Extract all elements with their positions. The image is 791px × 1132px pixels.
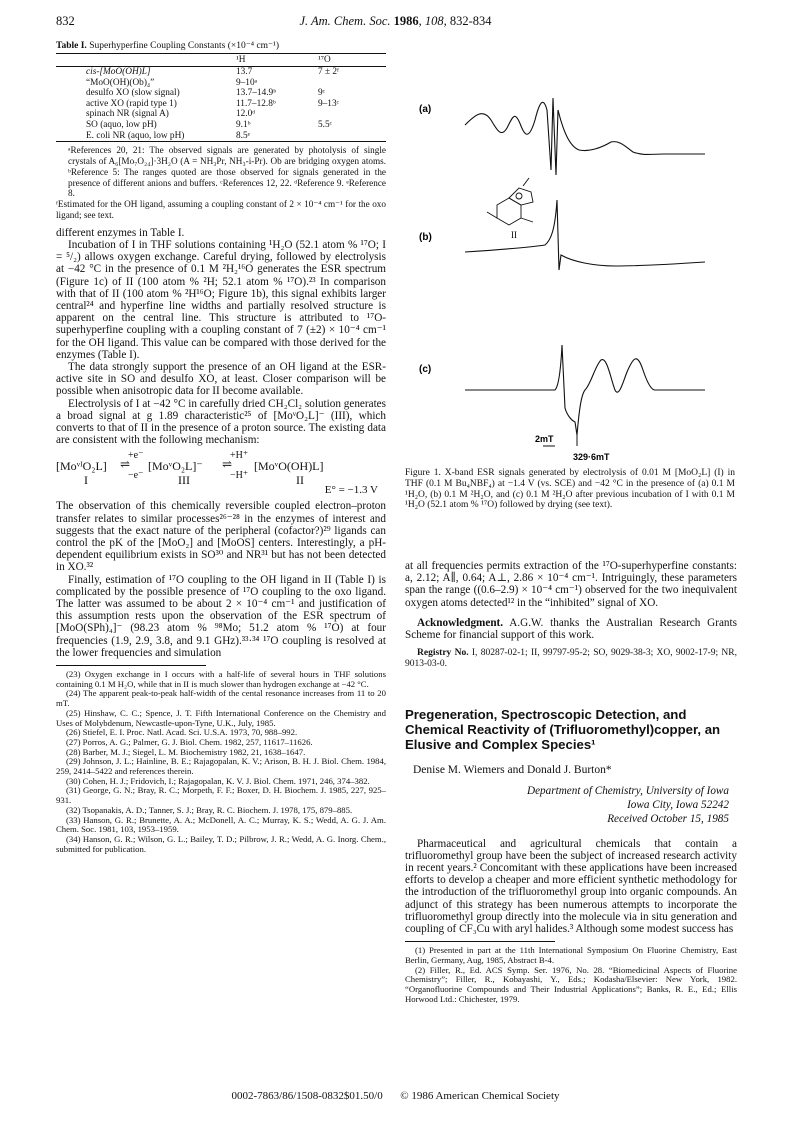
affil-city: Iowa City, Iowa 52242 [627,798,729,811]
footnote: (30) Cohen, H. J.; Fridovich, I.; Rajagopalan, K. V. J. Biol. Chem. 1971, 246, 374–382. [66,775,370,786]
row-o: 9ᶜ [318,88,326,99]
spectrum-label-b: (b) [419,232,432,243]
mech-equilibrium-arrow-2: ⇌ [222,457,233,472]
table-header-o: ¹⁷O [318,54,386,67]
footnote: (33) Hanson, G. R.; Brunette, A. A.; McDonell, A. C.; Murray, K. S.; Wedd, A. G. J. Am. Chem. Soc. 1981, 103, 1953–1959. [56,814,386,835]
mech-arrow-bottom-2: −H⁺ [230,470,249,482]
row-name: active XO (rapid type 1) [86,98,177,109]
footnote: (28) Barber, M. J.; Siegel, L. M. Biochemistry 1982, 21, 1638–1647. [66,746,306,757]
mech-arrow-top-2: +H⁺ [230,450,249,462]
received-date: Received October 15, 1985 [607,812,729,825]
table-label: Table I. [56,41,87,51]
table-row [56,131,386,142]
table-note-a: ᵃReferences 20, 21: The observed signals are generated by photolysis of single crystals of A₆[Mo₇O₂₄]·3H₂O (A = NH₃Pr, NH₃-i-Pr). Ob are bridging oxygen atoms. ᵇReference 5: The ranges quoted are those observed for signals generated in the presence of different anions and buffers. ᶜReferences 12, 22. ᵈReference 9. ᵉReference 8. [68,145,386,199]
row-h: 12.0ᵈ [236,109,256,120]
spectrum-label-a: (a) [419,104,432,115]
row-o [318,109,386,120]
right-column [405,560,737,1004]
row-o: 5.5ᶜ [318,119,332,130]
right-footnotes [405,946,737,1004]
footnote: (2) Filler, R., Ed. ACS Symp. Ser. 1976, No. 28. “Biomedicinal Aspects of Fluorine Chemistry”; Filler, R., Kobayashi, Y., Eds.; Kodasha/Elsevier: New York, 1982. “Organofluorine Compounds and Their Industrial Applications”; Banks, R. E., Ed.; Ellis Horwood Ltd.: Chichester, 1979. [405,964,737,1004]
footnote: (32) Tsopanakis, A. D.; Tanner, S. J.; Bray, R. C. Biochem. J. 1978, 175, 879–885. [66,804,353,815]
row-name: spinach NR (signal A) [86,109,169,120]
row-name: “MoO(OH)(Ob)₄” [86,77,155,88]
mech-species-3: [MoᵛO(OH)L] [254,459,324,474]
table-row [56,88,386,99]
table-header-blank [56,54,236,67]
left-column [56,40,386,854]
paragraph: Pharmaceutical and agricultural chemicals that contain a trifluoromethyl group have been the subject of increased research activity in recent years.² Concomitant with these applications have been increased efforts to develop a cheaper and more efficient synthetic methodology for the introduction of the trifluoromethyl group into organic compounds. An adjunct of this strategy has been numerous attempts to incorporate the trifluoromethyl group directly into the molecule via in situ generation and coupling of CF₃Cu with aryl halides.³ Although some modest success has [405,837,737,936]
footnote: (31) George, G. N.; Bray, R. C.; Morpeth, F. F.; Boxer, D. H. Biochem. J. 1985, 227, 925–931. [56,785,386,806]
mech-species-1: [MoᵛᴵO₂L] [56,459,107,474]
footnote-rule [405,941,555,942]
journal-volume: 108 [424,14,444,28]
paragraph: different enzymes in Table I. [56,226,185,239]
paragraph: The observation of this chemically reversible coupled electron–proton transfer relates to similar processes²⁶⁻²⁸ in the enzymes of interest and suggests that the exact nature of the peripheral (cofactor?)²⁹ ligands can control the pK of the [MoO₂] and [MoOS] centers. Interestingly, a pH-dependent equilibrium exists in SO³⁰ and NR³¹ but has not been detected in XO.³² [56,500,386,574]
footnote: (25) Hinshaw, C. C.; Spence, J. T. Fifth International Conference on the Chemistry and Uses of Molybdenum, Newcastle-upon-Tyne, U.K., July, 1985. [56,707,386,728]
table-row [56,120,386,131]
coupling-constants-table [56,53,386,142]
paragraph: Incubation of I in THF solutions containing ¹H₂O (52.1 atom % ¹⁷O; I = ⁵/₂) allows oxygen exchange. Careful drying, followed by electrolysis at −42 °C in the presence of 0.1 M ²H₂¹⁶O generates the ESR spectrum (Figure 1c) of II (100 atom % ²H; 52.1 atom % ¹⁷O).²³ In comparison with that of II (100 atom % ²H¹⁶O; Figure 1b), this signal exhibits larger central²⁴ and hyperfine line widths and partially resolved structure is apparent on the central line. This structure is attributed to ¹⁷O-superhyperfine coupling with a coupling constant of 7 (±2) × 10⁻⁴ cm⁻¹ for the OH ligand. This value can be compared with those derived for the enzymes (Table I). [56,238,386,361]
row-o [318,78,386,89]
row-h: 8.5ᵉ [236,131,318,142]
table-caption: Superhyperfine Coupling Constants (×10⁻⁴ cm⁻¹) [89,41,280,51]
row-o: 7 ± 2ᶠ [318,67,339,77]
paragraph: Finally, estimation of ¹⁷O coupling to the OH ligand in II (Table I) is complicated by the possible presence of ¹⁷O coupling to the oxo ligand. The latter was assumed to be about 2 × 10⁻⁴ cm⁻¹ and justification of this assumption rests upon the observation of the ESR spectrum of [MoO(SPh)₄]⁻ (98.23 atom % ⁹⁸Mo; 51.2 atom % ¹⁷O) at four frequencies (1.9, 2.9, 3.8, and 9.1 GHz).³³·³⁴ ¹⁷O coupling is resolved at the lower frequencies and simulation [56,573,386,659]
mech-equilibrium-arrow-1: ⇌ [120,457,131,472]
footnote: (27) Porros, A. G.; Palmer, G. J. Biol. Chem. 1982, 257, 11617–11626. [66,736,313,747]
table-note-f: ᶠEstimated for the OH ligand, assuming a coupling constant of 2 × 10⁻⁴ cm⁻¹ for the oxo ligand; see text. [56,199,386,220]
spectrum-trace-c [465,345,705,435]
registry-text: I, 80287-02-1; II, 99797-95-2; SO, 9029-38-3; XO, 9002-17-9; NR, 9013-03-0. [405,648,738,670]
journal-pages: 832-834 [449,14,492,28]
field-label: 329·6mT [573,452,610,462]
scale-label: 2mT [535,434,554,444]
footnote: (1) Presented in part at the 11th International Symposium On Fluorine Chemistry, East Berlin, Germany, Aug, 1985, Abstract B-4. [405,945,737,965]
journal-name: J. Am. Chem. Soc. [299,14,391,28]
article-2-authors: Denise M. Wiemers and Donald J. Burton* [413,763,612,776]
registry-numbers [405,648,737,670]
footnote-rule [56,665,206,666]
footnote: (23) Oxygen exchange in I occurs with a half-life of several hours in THF solutions containing 0.1 M H₂O, while that in II is much slower than hydrogen exchange at −42 °C. [56,669,386,689]
journal-year: 1986 [393,14,419,28]
mechanism-scheme [56,450,386,498]
row-o [318,131,386,142]
registry-head: Registry No. [417,648,469,659]
affil-dept: Department of Chemistry, University of Iowa [527,784,729,797]
article-2 [405,707,737,1005]
structure-II-drawing [487,178,533,225]
row-h: 11.7–12.8ᵇ [236,98,276,109]
table-row [56,67,386,78]
page-footer [0,1090,791,1102]
mech-species-2: [MoᵛO₂L]⁻ [148,459,203,474]
table-footnotes [56,145,386,221]
footer-code: 0002-7863/86/1508-0832$01.50/0 [231,1090,383,1102]
journal-citation: J. Am. Chem. Soc. 1986, 108, 832-834 [299,14,492,28]
table-header-h: ¹H [236,54,318,67]
mech-label-1: I [84,473,88,488]
footnote: (29) Johnson, J. L.; Hainline, B. E.; Rajagopalan, K. V.; Arison, B. H. J. Biol. Chem. 1984, 259, 2414–5422 and references therein. [56,756,386,777]
paragraph: at all frequencies permits extraction of the ¹⁷O-superhyperfine constants: a, 2.12; A∥, 0.64; A⊥, 2.86 × 10⁻⁴ cm⁻¹. Intriguingly, these parameters span the range ((0.6–2.9) × 10⁻⁴ cm⁻¹) observed for the two inequivalent oxygen atoms detected¹² in the “inhibited” signal of XO. [405,560,737,609]
ack-head: Acknowledgment. [417,616,504,629]
spectrum-label-c: (c) [419,364,432,375]
table-row [56,78,386,89]
row-o: 9–13ᶜ [318,98,339,109]
page-number: 832 [56,14,75,28]
mech-potential: E° = −1.3 V [324,484,378,497]
footnote: (34) Hanson, G. R.; Wilson, G. L.; Bailey, T. D.; Pilbrow, J. R.; Wedd, A. G. Inorg. Chem., submitted for publication. [56,833,386,854]
paragraph: The data strongly support the presence of an OH ligand at the ESR-active site in SO and desulfo XO, at least. Closer comparison will be possible when anisotropic data for II become available. [56,360,386,398]
esr-spectra-svg [405,90,735,465]
ack-text: A.G.W. thanks the Australian Research Grants Scheme for financial support of this work. [405,616,737,642]
row-name: cis-[MoO(OH)L] [86,67,151,77]
paragraph: Electrolysis of I at −42 °C in carefully dried CH₂Cl₂ solution generates a broad signal at g 1.89 characteristic²⁵ of [MoᵛO₂L]⁻ (III), which converts to that of II in the presence of a proton source. The existing data are consistent with the following mechanism: [56,397,386,447]
footnote: (26) Stiefel, E. I. Proc. Natl. Acad. Sci. U.S.A. 1973, 70, 988–992. [66,727,298,738]
esr-figure [405,90,735,465]
acknowledgment [405,617,737,641]
table-row [56,109,386,120]
article-2-affiliation [405,784,737,826]
running-head [0,14,791,32]
mech-label-2: III [178,473,190,488]
figure-caption: Figure 1. X-band ESR signals generated by electrolysis of 0.01 M [MoO₂L] (I) in THF (0.1 M Bu₄NBF₄) at −1.4 V (vs. SCE) and −42 °C in the presence of (a) 0.1 M ¹H₂O, (b) 0.1 M ²H₂O, and (c) 0.1 M ²H₂O after previous incubation of I with 0.1 M ¹H₂O (52.1 atom % ¹⁷O) followed by drying (see text). [405,468,735,511]
row-h: 13.7–14.9ᵇ [236,88,277,99]
mech-arrow-top-1: +e⁻ [128,450,144,462]
spectrum-trace-b [465,200,705,270]
article-2-title: Pregeneration, Spectroscopic Detection, and Chemical Reactivity of (Trifluoromethyl)copper, an Elusive and Complex Species¹ [405,706,721,752]
structure-label: II [511,230,517,240]
footnote: (24) The apparent peak-to-peak half-width of the cental resonance increases from 11 to 20 mT. [56,688,386,709]
row-name: SO (aquo, low pH) [86,119,157,130]
row-h: 9.1ᵇ [236,119,251,130]
row-name: E. coli NR (aquo, low pH) [56,131,236,142]
mech-label-3: II [296,473,304,488]
row-h: 9–10ᵃ [236,77,258,88]
left-footnotes [56,670,386,854]
spectrum-trace-a [465,98,705,175]
footer-copyright: © 1986 American Chemical Society [400,1090,560,1102]
table-row [56,99,386,110]
row-h: 13.7 [236,67,253,77]
left-body-text [56,227,386,659]
row-name: desulfo XO (slow signal) [86,88,180,99]
mech-arrow-bottom-1: −e⁻ [128,470,144,482]
table-title [56,40,386,51]
